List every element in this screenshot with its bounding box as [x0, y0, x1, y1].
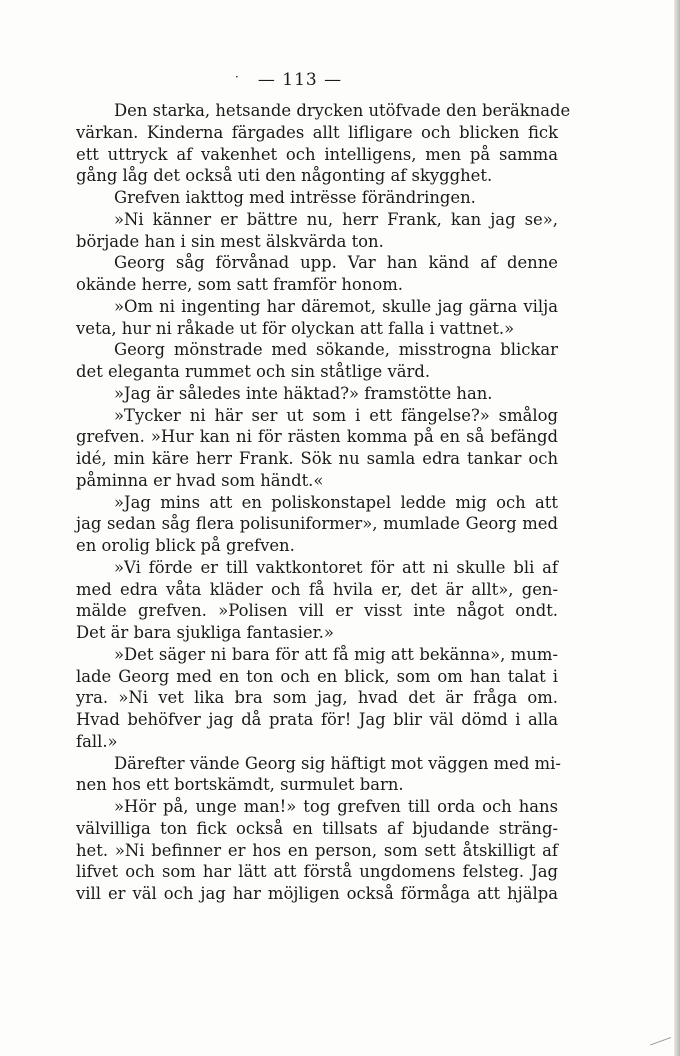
text-line: fall.»: [76, 731, 118, 751]
text-line: värkan. Kinderna färgades allt lifligare och blicken fick: [76, 122, 558, 142]
text-line: Georg såg förvånad upp. Var han känd af denne: [114, 253, 558, 273]
page-edge-shadow: [674, 0, 680, 1056]
text-line: »Det säger ni bara för att få mig att bekänna», mum-: [114, 644, 558, 664]
text-line: vill er väl och jag har möjligen också förmåga att hjälpa: [76, 884, 558, 903]
text-line: lade Georg med en ton och en blick, som om han talat i: [76, 666, 558, 686]
text-line: »Jag är således inte häktad?» framstötte han.: [114, 383, 493, 403]
text-line: jag sedan såg flera polisuniformer», mumlade Georg med: [76, 514, 558, 534]
text-line: lifvet och som har lätt att förstå ungdomens felsteg. Jag: [76, 862, 558, 882]
text-line: med edra våta kläder och få hvila er, det är allt», gen-: [76, 579, 558, 599]
text-line: »Hör på, unge man!» tog grefven till orda och hans: [114, 797, 558, 816]
corner-mark: [647, 1028, 671, 1046]
text-line: veta, hur ni råkade ut för olyckan att falla i vattnet.»: [76, 318, 515, 338]
text-line: började han i sin mest älskvärda ton.: [76, 231, 384, 251]
text-line: »Om ni ingenting har däremot, skulle jag gärna vilja: [114, 296, 558, 316]
body-text: [76, 100, 571, 905]
page-number: — 113 —: [257, 70, 343, 90]
text-line: grefven. »Hur kan ni för rästen komma på en så befängd: [76, 427, 558, 447]
text-line: Därefter vände Georg sig häftigt mot väggen med mi-: [114, 753, 561, 773]
text-line: välvilliga ton fick också en tillsats af bjudande sträng-: [76, 818, 558, 838]
text-line: gång låg det också uti den någonting af skygghet.: [76, 166, 493, 186]
text-line: »Vi förde er till vaktkontoret för att ni skulle bli af: [114, 557, 558, 577]
text-line: het. »Ni befinner er hos en person, som sett åtskilligt af: [76, 840, 558, 860]
text-line: påminna er hvad som händt.«: [76, 470, 324, 490]
text-line: Det är bara sjukliga fantasier.»: [76, 623, 334, 642]
text-line: »Ni känner er bättre nu, herr Frank, kan jag se»,: [114, 209, 558, 229]
text-line: Hvad behöfver jag då prata för! Jag blir väl dömd i alla: [76, 710, 558, 729]
text-line: »Tycker ni här ser ut som i ett fängelse?» smålog: [114, 405, 558, 425]
text-line: »Jag mins att en poliskonstapel ledde mig och att: [114, 492, 558, 512]
text-line: mälde grefven. »Polisen vill er visst inte något ondt.: [76, 601, 558, 621]
text-line: okände herre, som satt framför honom.: [76, 275, 403, 294]
text-line: yra. »Ni vet lika bra som jag, hvad det är fråga om.: [76, 688, 558, 708]
stray-dot: ·: [235, 70, 239, 84]
text-line: ett uttryck af vakenhet och intelligens, men på samma: [76, 144, 558, 164]
text-line: Grefven iakttog med intrësse förändringen.: [114, 188, 476, 207]
text-line: en orolig blick på grefven.: [76, 536, 295, 555]
text-line: Den starka, hetsande drycken utöfvade den beräknade: [114, 101, 571, 120]
text-line: nen hos ett bortskämdt, surmulet barn.: [76, 775, 404, 795]
text-line: Georg mönstrade med sökande, misstrogna blickar: [114, 340, 558, 360]
text-line: det eleganta rummet och sin ståtlige värd.: [76, 362, 431, 381]
text-line: idé, min käre herr Frank. Sök nu samla edra tankar och: [76, 449, 558, 468]
